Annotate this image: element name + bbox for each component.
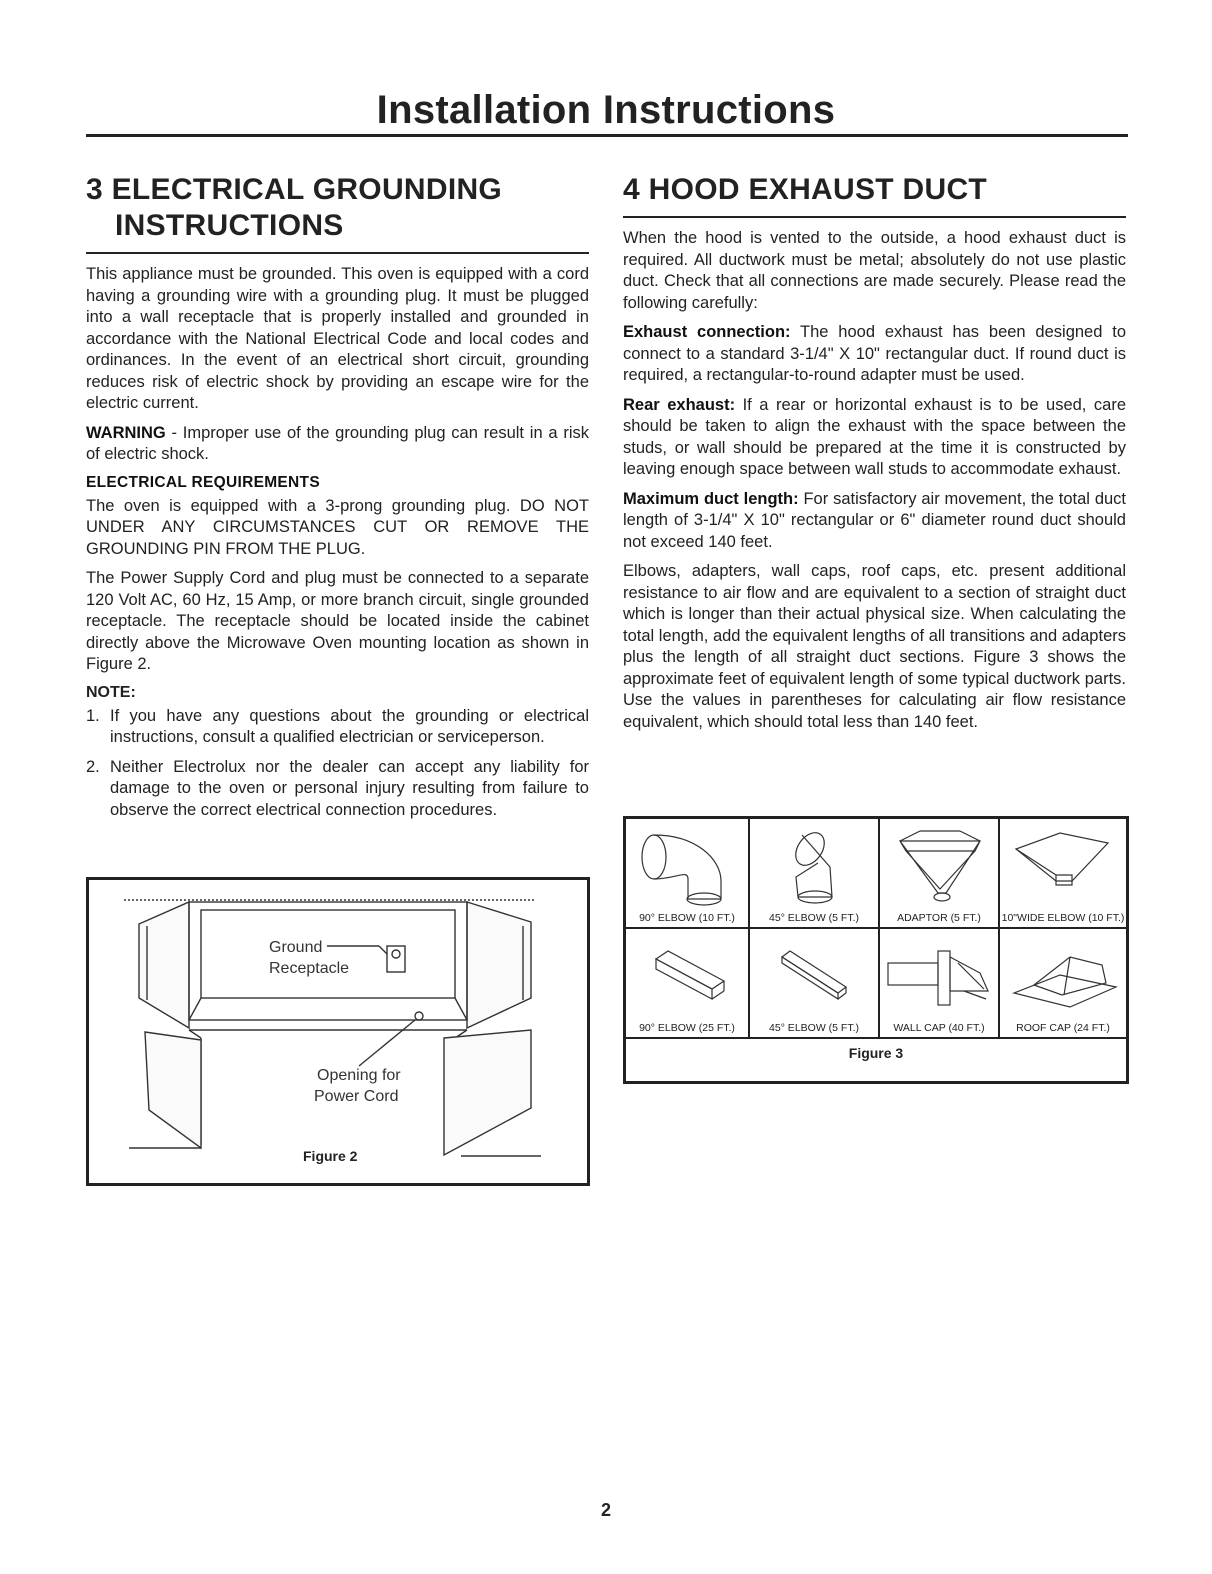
heading-line-2: INSTRUCTIONS	[115, 209, 344, 242]
duct-part-label: 45° ELBOW (5 FT.)	[769, 912, 859, 924]
duct-part-label: 10"WIDE ELBOW (10 FT.)	[1001, 912, 1125, 924]
note-heading: NOTE:	[86, 683, 136, 701]
exhaust-intro: When the hood is vented to the outside, a hood exhaust duct is required. All ductwork must be metal; absolutely do not use plastic duct. Check that all connections are made securely. Please read the following carefully:	[623, 229, 1126, 312]
duct-part-label: 45° ELBOW (5 FT.)	[769, 1022, 859, 1034]
section-heading-exhaust: 4 HOOD EXHAUST DUCT	[623, 166, 1126, 218]
elbow-45-rect-icon	[750, 929, 880, 1019]
duct-part-cell	[1000, 929, 1126, 1039]
duct-part-cell	[626, 819, 750, 929]
receptacle-label: Receptacle	[269, 960, 350, 977]
duct-part-label: 90° ELBOW (25 FT.)	[639, 1022, 735, 1034]
duct-part-cell	[880, 819, 1000, 929]
hood-exhaust-section	[623, 166, 1126, 741]
rear-exhaust-label: Rear exhaust:	[623, 395, 736, 414]
title-rule	[86, 134, 1128, 137]
rear-exhaust-paragraph	[623, 395, 1126, 481]
rear-exhaust-text: If a rear or horizontal exhaust is to be used, care should be taken to align the exhaust with the space between the studs, or wall should be prepared at the time it is constructed by leaving enough space between wall studs to accommodate exhaust.	[623, 395, 1126, 478]
max-duct-text: For satisfactory air movement, the total duct length of 3-1/4" X 10" rectangular or 6" diameter round duct should not exceed 140 feet.	[623, 489, 1127, 551]
requirements-heading: ELECTRICAL REQUIREMENTS	[86, 473, 320, 491]
roof-cap-icon	[1000, 929, 1126, 1019]
page-title: Installation Instructions	[376, 88, 836, 132]
warning-label: WARNING	[86, 423, 166, 442]
list-number: 2.	[86, 757, 100, 776]
max-duct-label: Maximum duct length:	[623, 489, 799, 508]
list-item	[86, 706, 589, 749]
elbow-90-rect-icon	[626, 929, 750, 1019]
duct-part-label: ADAPTOR (5 FT.)	[897, 912, 981, 924]
electrical-grounding-section	[86, 166, 589, 829]
exhaust-connection-paragraph	[623, 322, 1126, 387]
section-heading-electrical	[86, 166, 589, 254]
heading-line-1: 3 ELECTRICAL GROUNDING	[86, 173, 503, 206]
max-duct-paragraph	[623, 489, 1126, 554]
page-number: 2	[600, 1500, 611, 1520]
grounding-intro: This appliance must be grounded. This oven is equipped with a cord having a grounding wire with a grounding plug. It must be plugged into a wall receptacle that is properly installed and grounded in accordance with the National Electrical Code and local codes and ordinances. In the event of an electrical short circuit, grounding reduces risk of electric shock by providing an escape wire for the electric current.	[86, 265, 589, 412]
duct-part-cell	[750, 819, 880, 929]
duct-part-cell	[880, 929, 1000, 1039]
list-item	[86, 757, 589, 822]
note-list	[86, 706, 589, 822]
requirements-p2: The Power Supply Cord and plug must be connected to a separate 120 Volt AC, 60 Hz, 15 Amp, or more branch circuit, single grounded receptacle. The receptacle should be located inside the cabinet directly above the Microwave Oven mounting location as shown in Figure 2.	[86, 569, 589, 673]
elbow-90-round-icon	[626, 819, 750, 909]
duct-part-cell	[750, 929, 880, 1039]
duct-part-cell	[1000, 819, 1126, 929]
figure-2-caption: Figure 2	[303, 1148, 358, 1164]
duct-part-cell	[626, 929, 750, 1039]
warning-paragraph	[86, 423, 589, 466]
elbows-paragraph: Elbows, adapters, wall caps, roof caps, etc. present additional resistance to air flow and are equivalent to a section of straight duct which is longer than their actual physical size. When calculating the total length, add the equivalent lengths of all transitions and adapters plus the length of all straight duct sections. Figure 3 shows the approximate feet of equivalent length of some typical ductwork parts. Use the values in parentheses for calculating air flow resistance equivalent, which should total less than 140 feet.	[623, 562, 1126, 731]
list-text: Neither Electrolux nor the dealer can accept any liability for damage to the oven or personal injury resulting from failure to observe the correct electrical connection procedures.	[110, 757, 589, 819]
cabinet-illustration	[89, 880, 587, 1183]
figure-3	[623, 816, 1129, 1084]
duct-parts-grid	[626, 819, 1126, 1039]
opening-label: Opening for	[317, 1067, 401, 1084]
duct-part-label: WALL CAP (40 FT.)	[893, 1022, 985, 1034]
figure-2	[86, 877, 590, 1186]
elbow-45-round-icon	[750, 819, 880, 909]
figure-3-caption: Figure 3	[848, 1045, 904, 1061]
power-cord-label: Power Cord	[314, 1088, 399, 1105]
list-text: If you have any questions about the grounding or electrical instructions, consult a qualified electrician or serviceperson.	[110, 706, 589, 746]
wall-cap-icon	[880, 929, 1000, 1019]
ground-label: Ground	[269, 939, 323, 956]
list-number: 1.	[86, 706, 100, 725]
duct-part-label: ROOF CAP (24 FT.)	[1016, 1022, 1110, 1034]
wide-elbow-icon	[1000, 819, 1126, 909]
exhaust-connection-text: The hood exhaust has been designed to connect to a standard 3-1/4" X 10" rectangular duct. If round duct is required, a rectangular-to-round adapter must be used.	[623, 323, 1126, 384]
requirements-p1: The oven is equipped with a 3-prong grounding plug. DO NOT UNDER ANY CIRCUMSTANCES CUT OR REMOVE THE GROUNDING PIN FROM THE PLUG.	[86, 496, 589, 558]
adaptor-icon	[880, 819, 1000, 909]
duct-part-label: 90° ELBOW (10 FT.)	[639, 912, 735, 924]
exhaust-connection-label: Exhaust connection:	[623, 323, 791, 341]
warning-text: - Improper use of the grounding plug can result in a risk of electric shock.	[86, 423, 589, 463]
